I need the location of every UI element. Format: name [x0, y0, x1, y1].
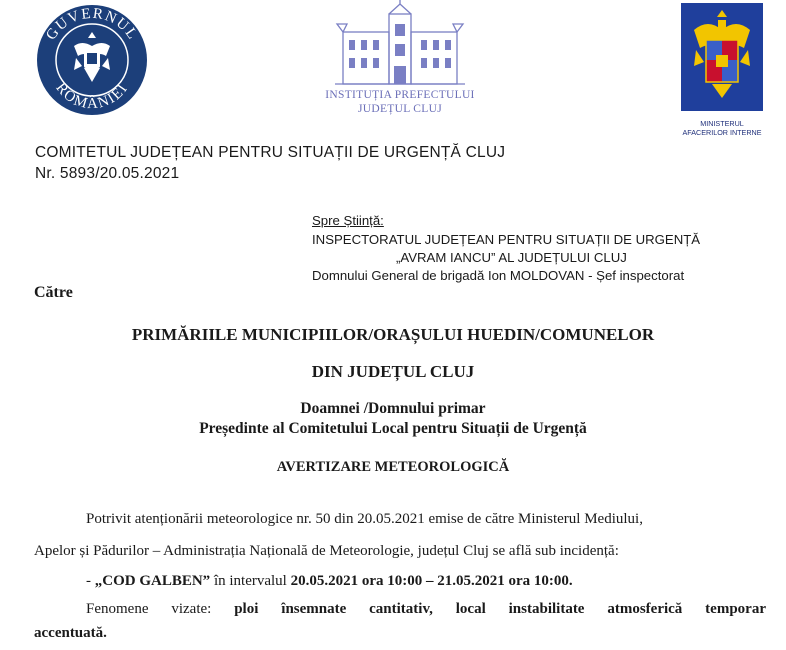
- alert-code-prefix: -: [86, 573, 95, 589]
- subject-title: AVERTIZARE METEOROLOGICĂ: [276, 459, 510, 475]
- government-seal-logo: [30, 0, 154, 118]
- alert-code-line: [86, 573, 573, 590]
- ministry-logo: [672, 0, 772, 145]
- phenomena-text: ploi însemnate cantitativ, local instabilitate atmosferică temporar: [234, 601, 766, 617]
- phenomena-line: [86, 601, 766, 618]
- ministry-caption-line2: AFACERILOR INTERNE: [682, 128, 762, 137]
- to-label: Către: [34, 284, 73, 301]
- prefecture-caption-line1: INSTITUȚIA PREFECTULUI: [325, 89, 475, 101]
- recipient-line4: Președinte al Comitetului Local pentru Situații de Urgență: [199, 420, 587, 437]
- phenomena-prefix: Fenomene vizate:: [86, 601, 235, 617]
- sender-committee: COMITETUL JUDEȚEAN PENTRU SITUAȚII DE URGENȚĂ CLUJ: [35, 144, 506, 161]
- body-paragraph1-line2: Apelor și Pădurilor – Administrația Națională de Meteorologie, județul Cluj se află sub incidență:: [34, 543, 619, 559]
- recipient-line2: DIN JUDEȚUL CLUJ: [311, 362, 475, 381]
- prefecture-logo: [315, 0, 485, 118]
- prefecture-caption-line2: JUDEȚUL CLUJ: [358, 103, 442, 115]
- phenomena-line2: [34, 625, 107, 642]
- svg-text:GUVERNUL: GUVERNUL: [43, 5, 141, 44]
- svg-text:ROMÂNIEI: ROMÂNIEI: [52, 80, 132, 113]
- phenomena-text-continued: accentuată.: [34, 625, 107, 641]
- body-paragraph1-line1: Potrivit atenționării meteorologice nr. 50 din 20.05.2021 emise de către Ministerul Mediului,: [86, 511, 643, 527]
- alert-code-mid: în intervalul: [210, 573, 291, 589]
- ministry-caption-line1: MINISTERUL: [700, 119, 744, 128]
- cc-label: Spre Știință:: [312, 213, 384, 228]
- cc-inspectorate-line1: INSPECTORATUL JUDEȚEAN PENTRU SITUAȚII DE URGENȚĂ: [312, 232, 701, 247]
- sender-registration-number: Nr. 5893/20.05.2021: [35, 165, 180, 182]
- alert-code-interval: 20.05.2021 ora 10:00 – 21.05.2021 ora 10:00.: [290, 573, 573, 589]
- recipient-line1: PRIMĂRIILE MUNICIPIILOR/ORAȘULUI HUEDIN/COMUNELOR: [131, 325, 655, 344]
- cc-inspectorate-line2: „AVRAM IANCU” AL JUDEȚULUI CLUJ: [396, 250, 627, 265]
- cc-inspector-general: Domnului General de brigadă Ion MOLDOVAN - Șef inspectorat: [312, 268, 685, 283]
- recipient-line3: Doamnei /Domnului primar: [300, 400, 486, 417]
- alert-code-label: „COD GALBEN”: [94, 573, 211, 589]
